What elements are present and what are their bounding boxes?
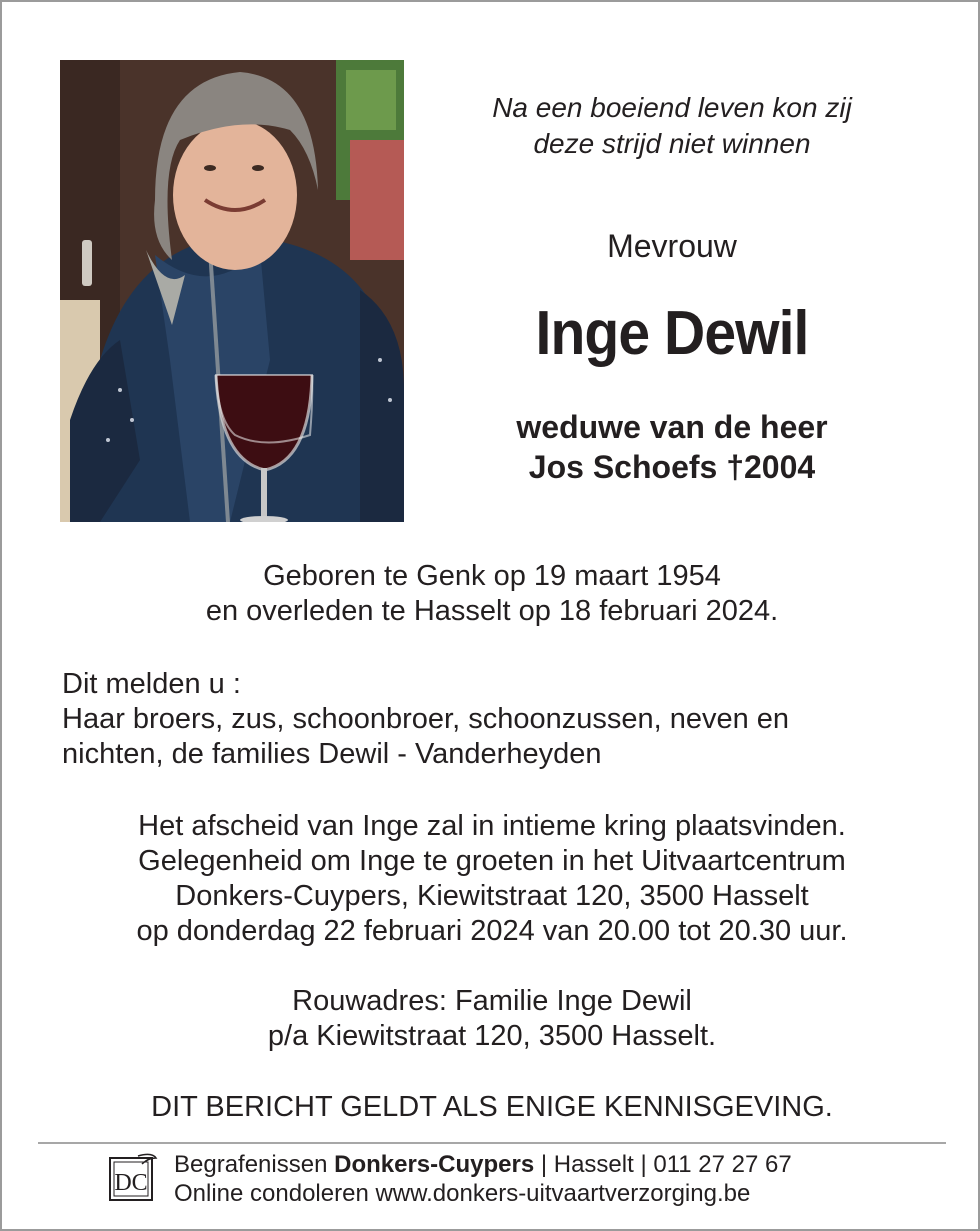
deceased-name: Inge Dewil [535, 299, 809, 368]
motto [432, 90, 912, 162]
footer-line-1 [174, 1150, 934, 1179]
honorific-title: Mevrouw [607, 228, 737, 264]
relation-line-1: weduwe van de heer [516, 409, 828, 445]
phone-number[interactable]: 011 27 27 67 [653, 1151, 792, 1178]
condolence-prefix: Online condoleren [174, 1180, 376, 1207]
birth-line: Geboren te Genk op 19 maart 1954 [263, 560, 721, 592]
farewell-line-2: Gelegenheid om Inge te groeten in het Uitvaartcentrum [138, 845, 846, 877]
farewell-line-1: Het afscheid van Inge zal in intieme kring plaatsvinden. [138, 810, 846, 842]
motto-line-2: deze strijd niet winnen [533, 128, 811, 159]
footer [174, 1150, 934, 1208]
footer-divider [38, 1142, 946, 1144]
website-link[interactable]: www.donkers-uitvaartverzorging.be [375, 1180, 751, 1207]
logo-letters: DC [114, 1170, 148, 1196]
portrait-photo [60, 60, 404, 522]
mourning-address-line-1: Rouwadres: Familie Inge Dewil [292, 985, 692, 1017]
farewell-line-3: Donkers-Cuypers, Kiewitstraat 120, 3500 Hasselt [175, 880, 809, 912]
mourning-address-line-2: p/a Kiewitstraat 120, 3500 Hasselt. [267, 1020, 717, 1052]
notice: DIT BERICHT GELDT ALS ENIGE KENNISGEVING. [151, 1091, 833, 1123]
death-line: en overleden te Hasselt op 18 februari 2024. [205, 595, 779, 627]
footer-line-2 [174, 1179, 934, 1208]
announcement-line-1: Haar broers, zus, schoonbroer, schoonzussen, neven en [62, 703, 790, 735]
relation-line-2: Jos Schoefs †2004 [528, 449, 816, 485]
announcement-intro: Dit melden u : [62, 668, 241, 700]
company-name: Donkers-Cuypers [334, 1151, 535, 1178]
motto-line-1: Na een boeiend leven kon zij [492, 92, 852, 123]
funeral-home-logo-icon [108, 1152, 158, 1204]
farewell-line-4: op donderdag 22 februari 2024 van 20.00 tot 20.30 uur. [136, 915, 848, 947]
mourning-address [62, 984, 922, 1054]
announcement-line-2: nichten, de families Dewil - Vanderheyden [62, 738, 602, 770]
footer-prefix: Begrafenissen [174, 1151, 335, 1178]
birth-death-dates [62, 559, 922, 629]
relation [432, 407, 912, 487]
footer-city: | Hasselt | [534, 1151, 654, 1178]
farewell-details [62, 809, 922, 949]
portrait-illustration [60, 60, 404, 522]
announcement [62, 667, 922, 772]
